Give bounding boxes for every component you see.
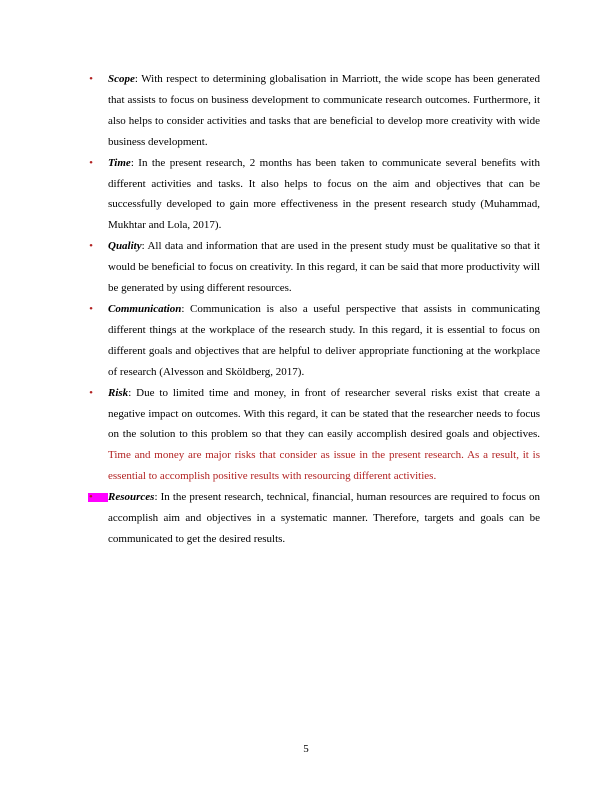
bullet-icon: • (89, 302, 93, 315)
item-text: : In the present research, 2 months has been taken to communicate several benefits with different activities and tasks. It also helps to focus on the aim and objectives that can be successfully developed to gain more effectiveness in the present research study (Muhammad, Mukhtar and Lola, 2017). (108, 156, 540, 232)
list-item-quality (86, 236, 540, 299)
item-text: : Due to limited time and money, in front of researcher several risks exist that create a negative impact on outcomes. With this regard, it can be stated that the researcher needs to focus on the solution to this problem so that they can easily accomplish desired goals and objectives. (108, 386, 540, 441)
list-item-communication (86, 299, 540, 383)
highlighted-bullet-icon (88, 493, 108, 502)
bullet-icon: • (89, 240, 93, 253)
bullet-icon: • (89, 491, 93, 504)
item-text: : With respect to determining globalisation in Marriott, the wide scope has been generated that assists to focus on business development to communicate research outcomes. Furthermore, it also helps to consider activities and tasks that are beneficial to develop more creativity with wide business development. (108, 73, 540, 148)
list-item-scope (86, 69, 540, 153)
term-label: Scope (108, 73, 135, 85)
bullet-icon: • (89, 73, 93, 85)
highlighted-text: Time and money are major risks that consider as issue in the present research. As a result, it is essential to accomplish positive results with resourcing different activities. (108, 449, 540, 483)
item-text: : All data and information that are used in the present study must be qualitative so that it would be beneficial to focus on creativity. In this regard, it can be said that more productivity will be generated by using different resources. (108, 240, 540, 295)
bullet-icon: • (89, 386, 93, 399)
bullet-list (86, 69, 540, 550)
page-number: 5 (303, 743, 309, 755)
term-label: Quality (108, 240, 142, 253)
term-label: Time (108, 156, 131, 169)
term-label: Resources (108, 491, 155, 504)
term-label: Communication (108, 302, 182, 315)
item-text: : Communication is also a useful perspective that assists in communicating different things at the workplace of the research study. In this regard, it is essential to focus on different goals and objectives that are helpful to deliver appropriate functioning at the workplace of research (Alvesson and Sköldberg, 2017). (108, 302, 540, 378)
item-text: : In the present research, technical, financial, human resources are required to focus on accomplish aim and objectives in a systematic manner. Therefore, targets and goals can be communicated to get the desired results. (108, 491, 540, 545)
list-item-risk (86, 383, 540, 488)
term-label: Risk (108, 386, 129, 399)
list-item-resources (86, 487, 540, 550)
bullet-icon: • (89, 156, 93, 169)
list-item-time (86, 153, 540, 237)
